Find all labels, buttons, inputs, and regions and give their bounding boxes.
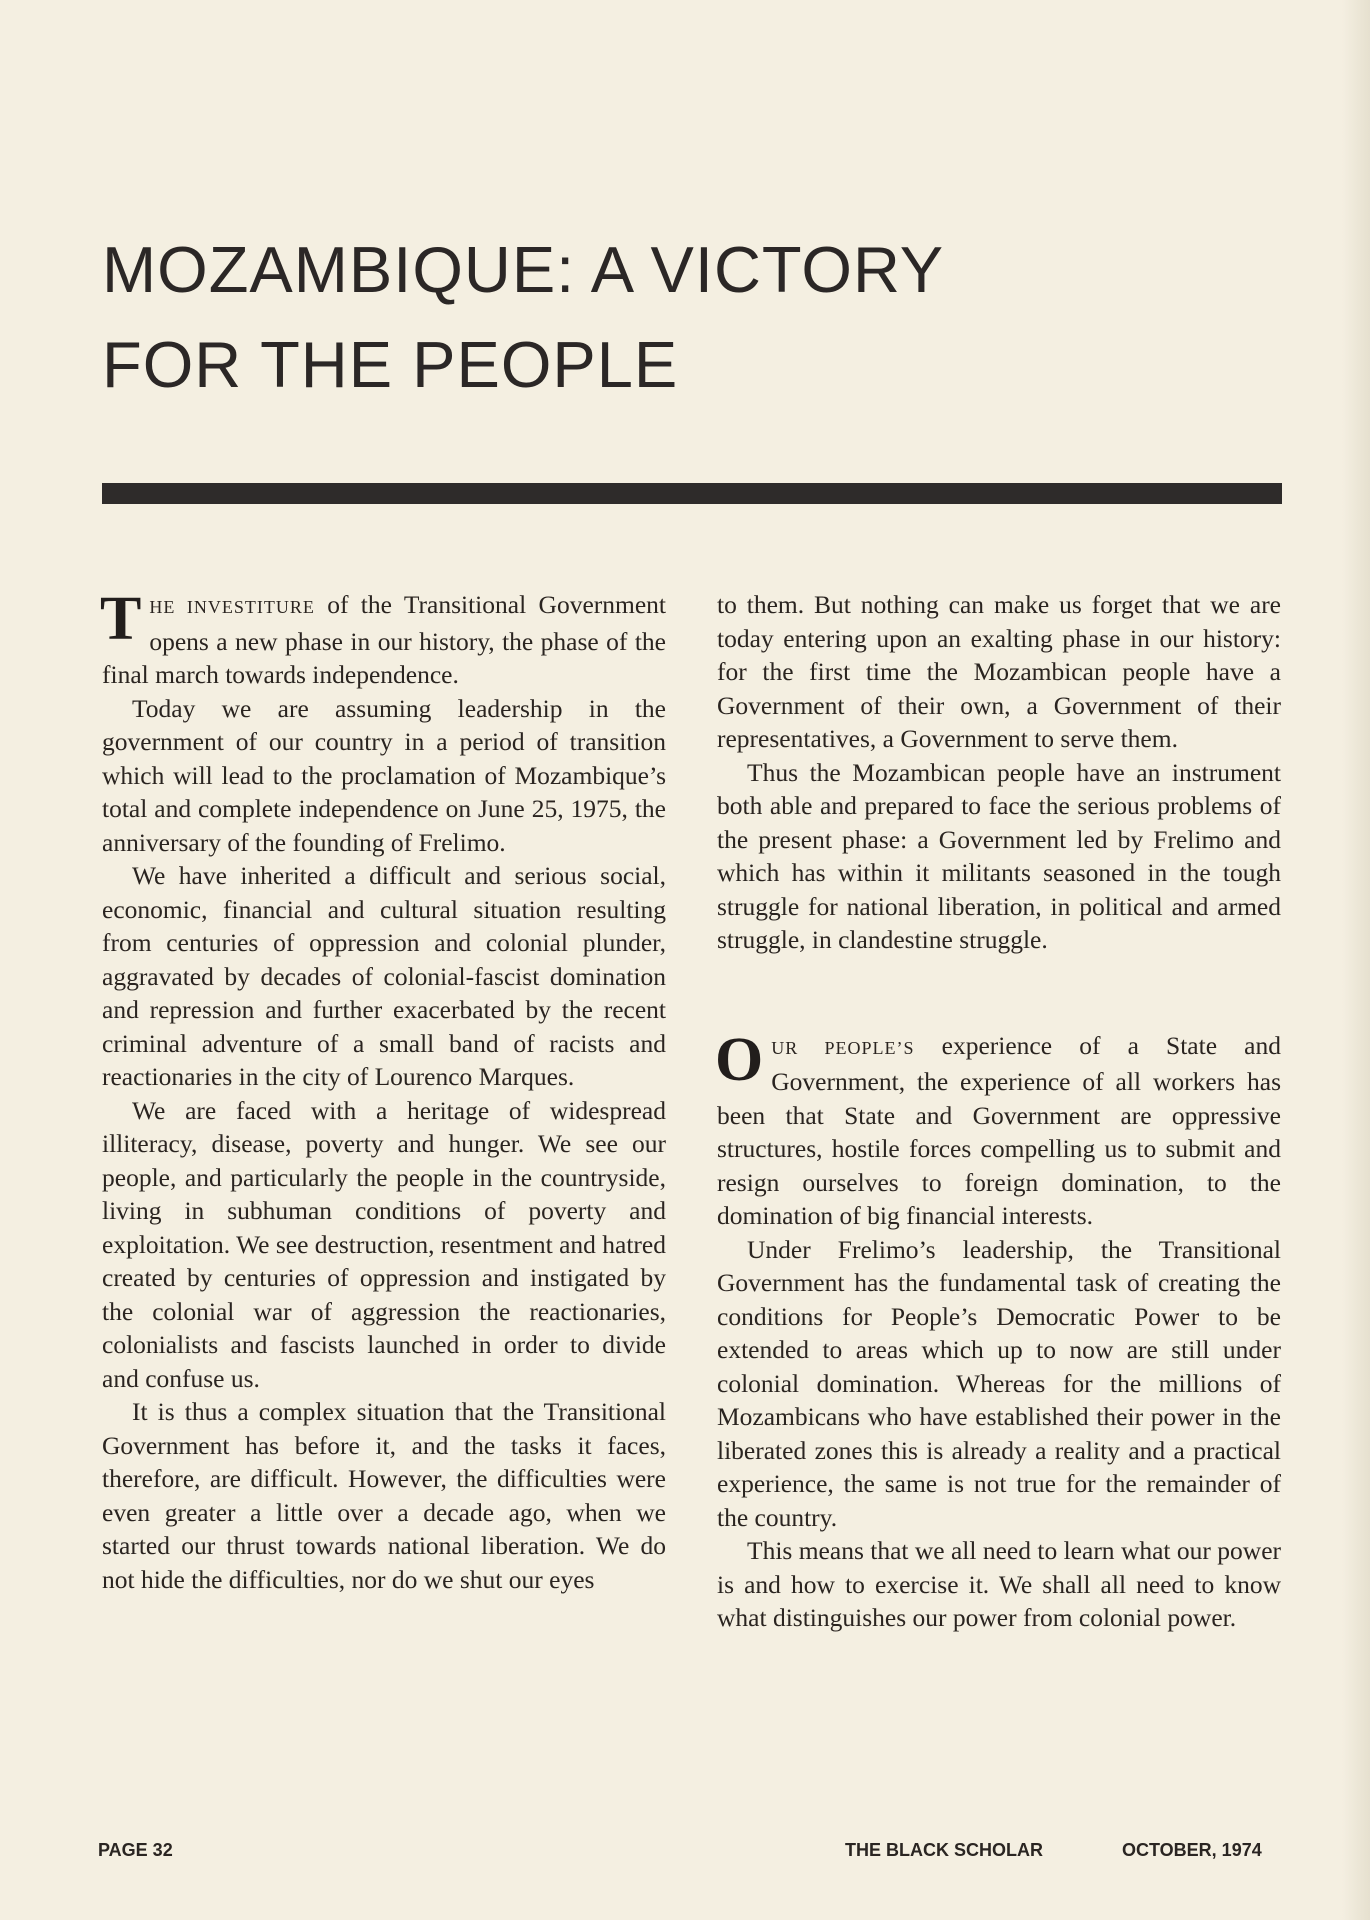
issue-date: OCTOBER, 1974 [1122,1840,1262,1860]
drop-cap: T [100,585,142,653]
title-rule [102,483,1282,504]
paragraph-text: of the Transitional Government opens a new phase in our history, the phase of the final march towards independence. [102,590,666,689]
lead-in-smallcaps: HE INVESTITURE [149,597,315,617]
drop-cap: O [715,1025,764,1094]
page-number: PAGE 32 [98,1840,173,1860]
left-paragraph-4: We are faced with a heritage of widespread illiteracy, disease, poverty and hunger. We see our people, and particularly the people in the countryside, living in subhuman conditions of poverty and exploitation. We see destruction, resentment and hatred created by centuries of oppression and instigated by the colonial war of aggression the reactionaries, colonialists and fascists launched in order to divide and confuse us. [102,1095,666,1393]
left-paragraph-2: Today we are assuming leadership in the government of our country in a period of transition which will lead to the proclamation of Mozambique’s total and complete independence on June 25, 1975, the anniversary of the founding of Frelimo. [102,693,666,857]
left-paragraph-1 [100,585,666,692]
right-paragraph-1: to them. But nothing can make us forget that we are today entering upon an exalting phase in our history: for the first time the Mozambican people have a Government of their own, a Government of their representatives, a Government to serve them. [717,590,1281,753]
lead-in-smallcaps: UR PEOPLE’S [771,1037,915,1058]
left-paragraph-5: It is thus a complex situation that the Transitional Government has before it, and the tasks it faces, therefore, are difficult. However, the difficulties were even greater a little over a decade ago, when we started our thrust towards national liberation. We do not hide the difficulties, nor do we shut our eyes [102,1397,666,1594]
section-break [717,957,1281,1029]
left-column [100,585,666,1596]
right-paragraph-3 [715,1025,1281,1233]
right-column [717,588,1281,1635]
page-edge-shadow [1342,0,1370,1920]
article-title: MOZAMBIQUE: A VICTORY FOR THE PEOPLE [102,233,943,401]
journal-name: THE BLACK SCHOLAR [845,1840,1043,1860]
right-paragraph-4: Under Frelimo’s leadership, the Transitional Government has the fundamental task of creating the conditions for People’s Democratic Power to be extended to areas which up to now are still under colonial domination. Whereas for the millions of Mozambicans who have established their power in the liberated zones this is already a reality and a practical experience, the same is not true for the remainder of the country. [717,1234,1281,1532]
left-paragraph-3: We have inherited a difficult and serious social, economic, financial and cultural situation resulting from centuries of oppression and colonial plunder, aggravated by decades of colonial-fascist domination and repression and further exacerbated by the recent criminal adventure of a small band of racists and reactionaries in the city of Lourenco Marques. [102,861,666,1091]
right-paragraph-5: This means that we all need to learn what our power is and how to exercise it. We shall all need to know what distinguishes our power from colonial power. [717,1536,1281,1632]
paragraph-text: experience of a State and Government, the experience of all workers has been that State and Government are oppressive structures, hostile forces compelling us to submit and resign ourselves to foreign domination, to the domination of big financial interests. [717,1030,1281,1230]
right-paragraph-2: Thus the Mozambican people have an instrument both able and prepared to face the serious problems of the present phase: a Government led by Frelimo and which has within it militants seasoned in the tough struggle for national liberation, in political and armed struggle, in clandestine struggle. [717,757,1281,954]
